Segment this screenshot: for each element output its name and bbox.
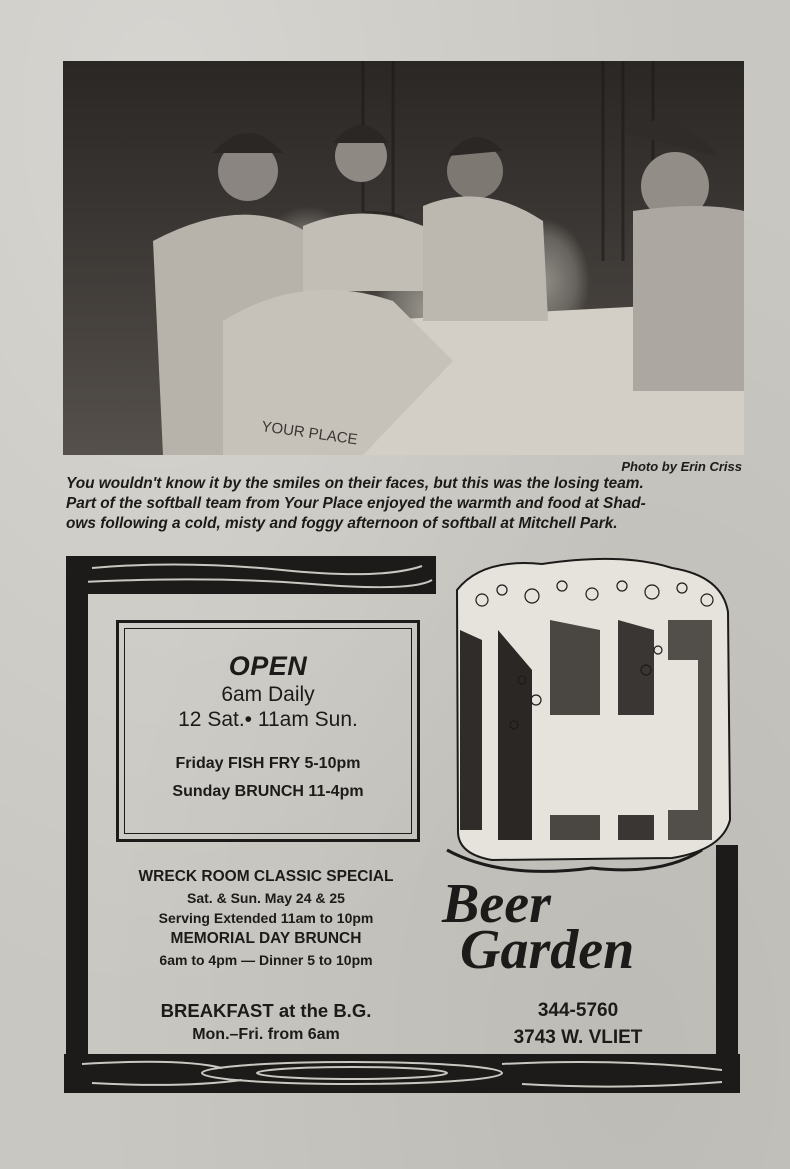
- breakfast-title: BREAKFAST at the B.G.: [160, 1000, 372, 1021]
- street-address: 3743 W. VLIET: [513, 1027, 643, 1048]
- photo-caption: [66, 474, 746, 534]
- breakfast-hours: Mon.–Fri. from 6am: [192, 1026, 340, 1043]
- beer-garden-logo: [438, 873, 698, 996]
- caption-line-1: You wouldn't know it by the smiles on their faces, but this was the losing team.: [66, 475, 644, 492]
- caption-line-3: ows following a cold, misty and foggy afternoon of softball at Mitchell Park.: [66, 515, 618, 532]
- hours-box: [116, 620, 420, 842]
- brand-line-1: Beer: [442, 873, 551, 935]
- fish-fry-hours: Friday FISH FRY 5-10pm: [175, 755, 361, 772]
- contact-block: [478, 997, 678, 1051]
- breakfast-block: [100, 998, 432, 1046]
- beer-mug-icon: [447, 559, 730, 872]
- brand-line-2: Garden: [460, 919, 635, 981]
- open-hours-daily: 6am Daily: [221, 683, 315, 706]
- phone-number: 344-5760: [537, 1000, 619, 1021]
- special-dates: Sat. & Sun. May 24 & 25: [187, 890, 345, 906]
- special-title: WRECK ROOM CLASSIC SPECIAL: [138, 868, 394, 885]
- brunch-hours: Sunday BRUNCH 11-4pm: [172, 783, 364, 800]
- caption-line-2: Part of the softball team from Your Place enjoyed the warmth and food at Shad-: [66, 495, 646, 512]
- team-photo: [63, 61, 744, 455]
- shirt-text: YOUR PLACE: [260, 418, 359, 449]
- memorial-hours: 6am to 4pm — Dinner 5 to 10pm: [159, 952, 373, 968]
- memorial-title: MEMORIAL DAY BRUNCH: [170, 930, 362, 947]
- team-photo-illustration: [63, 61, 744, 455]
- open-title: OPEN: [228, 651, 308, 681]
- photo-credit: Photo by Erin Criss: [621, 459, 742, 474]
- open-hours-weekend: 12 Sat.• 11am Sun.: [178, 708, 358, 731]
- special-hours: Serving Extended 11am to 10pm: [158, 910, 374, 926]
- specials-block: [100, 866, 432, 970]
